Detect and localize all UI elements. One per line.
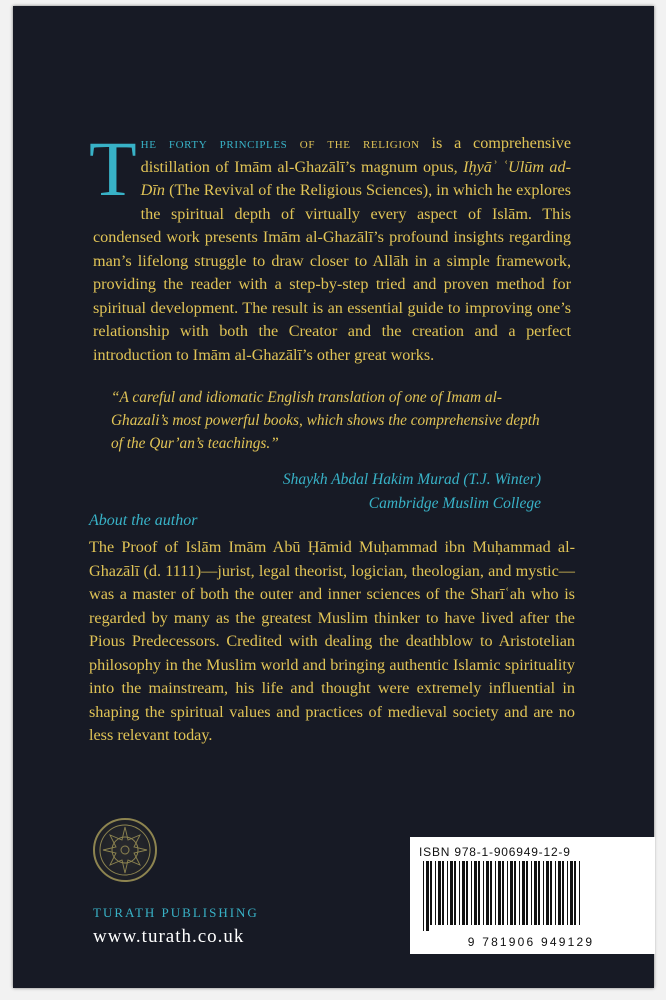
barcode-digits: 9 781906 949129 [467,935,595,949]
barcode-bar [522,861,525,925]
barcode-bar [430,861,432,925]
work-title: Iḥyāʾ ʿUlūm ad-Dīn [140,157,572,199]
barcode-bar [462,861,465,925]
barcode-bar [507,861,508,925]
publisher-website: www.turath.co.uk [93,926,245,947]
barcode-bar [538,861,540,925]
barcode-bar [531,861,532,925]
barcode-bar [514,861,516,925]
isbn-barcode [421,861,643,931]
barcode-bar [502,861,504,925]
barcode-bar [579,861,580,925]
barcode-bar [526,861,528,925]
barcode-bar [471,861,472,925]
barcode-bar [466,861,468,925]
barcode-bar [486,861,489,925]
barcode-bar [562,861,564,925]
barcode-bar [519,861,520,925]
barcode-bar [474,861,477,925]
quote-text: “A careful and idiomatic English translation of one of Imam al-Ghazali’s most powerful books, which shows the comprehensive depth of the Qur’an’s teachings.” [111,389,540,452]
intro-text-a: is a comprehensive distillation of Imām al-Ghazālī’s magnum opus, [140,134,572,176]
barcode-bar [447,861,448,925]
publisher-seal-icon [93,818,157,882]
barcode-bar [567,861,568,925]
barcode-bar [543,861,544,925]
intro-text-b: (The Revival of the Religious Sciences), in which he explores the spiritual depth of virtually every aspect of Islām. This condensed work presents Imām al-Ghazālī’s profound insights regarding man’s lifelong struggle to draw closer to Allāh in a simple framework, providing the reader with a step-by-step tried and proven method for spiritual development. The result is an essential guide to improving one’s relationship with both the Creator and the creation and a perfect introduction to Imām al-Ghazālī’s other great works. [93,181,571,364]
barcode-bar [435,861,436,925]
barcode-bar [555,861,556,925]
back-cover [13,6,654,988]
about-author-text: The Proof of Islām Imām Abū Ḥāmid Muḥammad ibn Muḥammad al-Ghazālī (d. 1111)—jurist, legal theorist, logician, theologian, and mystic—was a master of both the outer and inner sciences of the Sharīʿah who is regarded by many as the greatest Muslim thinker to have lived after the Pious Predecessors. Credited with dealing the deathblow to Aristotelian philosophy in the Muslim world and bringing authentic Islamic spirituality into the mainstream, his life and thought were extremely influential in shaping the spiritual values and practices of medieval society and are no less relevant today. [89,538,575,744]
barcode-bar [442,861,444,925]
barcode-bar [495,861,496,925]
quote-author: Shaykh Abdal Hakim Murad (T.J. Winter) [282,471,541,488]
barcode-bar [426,861,429,931]
isbn-label: ISBN 978-1-906949-12-9 [419,845,571,859]
barcode-bar [574,861,576,925]
barcode-bar [454,861,456,925]
barcode-bar [423,861,424,931]
barcode-bar [510,861,513,925]
book-title-rest: of the religion [287,134,420,152]
barcode-bar [570,861,573,925]
publisher-name: TURATH PUBLISHING [93,905,259,920]
barcode-bar [483,861,484,925]
endorsement-quote [111,386,551,512]
intro-paragraph [89,125,572,367]
drop-cap: T [89,125,137,212]
barcode-bar [438,861,441,925]
barcode-bar [558,861,561,925]
barcode-bar [534,861,537,925]
barcode-bar [498,861,501,925]
book-title-caps: he forty principles [140,134,288,152]
barcode-bar [450,861,453,925]
barcode-bar [490,861,492,925]
about-heading: About the author [89,512,198,529]
barcode-bar [478,861,480,925]
barcode-bar [546,861,549,925]
quote-affiliation: Cambridge Muslim College [368,495,541,512]
barcode-bar [550,861,552,925]
barcode-bar [459,861,460,925]
